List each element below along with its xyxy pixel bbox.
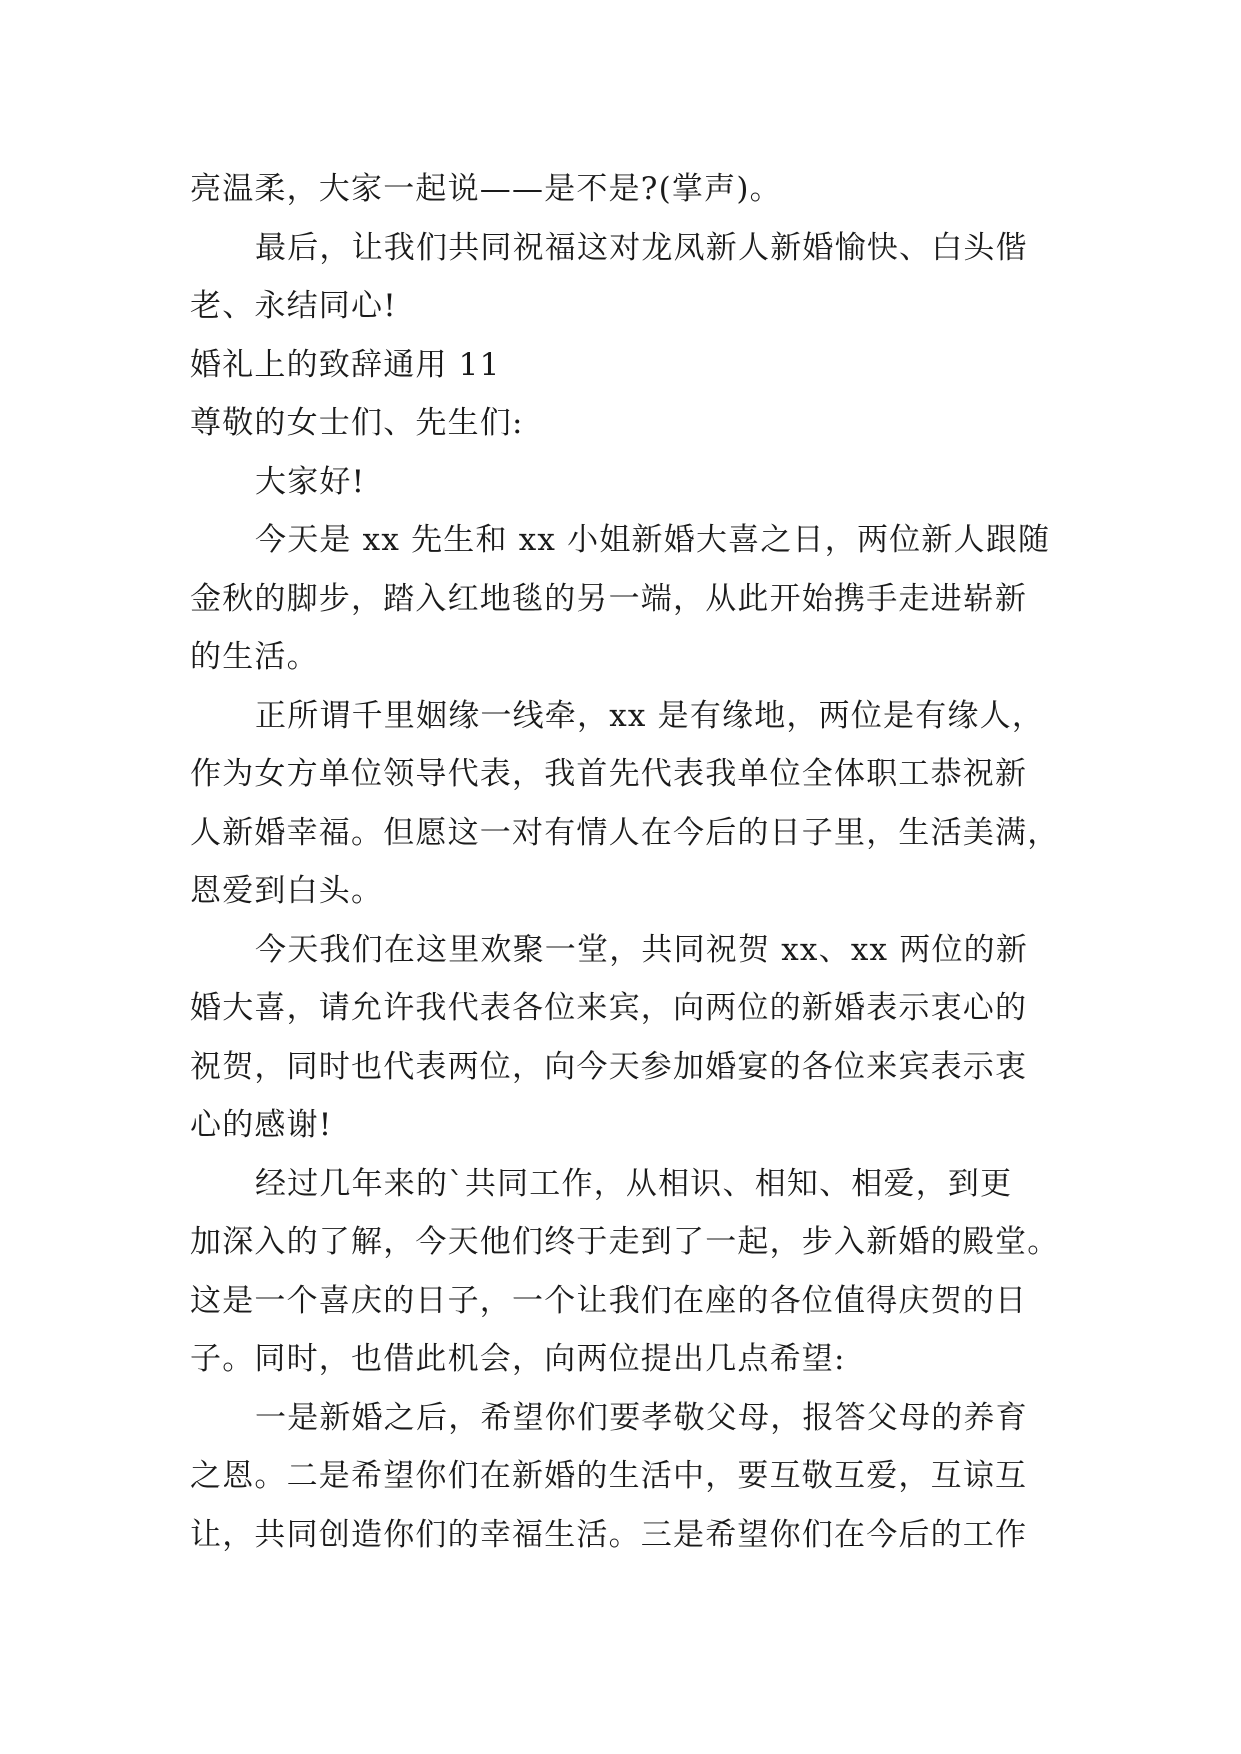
greeting: 大家好!	[255, 463, 366, 500]
text-line: 一是新婚之后，希望你们要孝敬父母，报答父母的养育	[255, 1399, 1028, 1436]
text-line: 心的感谢!	[190, 1107, 333, 1143]
document-body	[190, 160, 1070, 1564]
text-line: 这是一个喜庆的日子，一个让我们在座的各位值得庆贺的日	[190, 1282, 1028, 1319]
text-line: 今天是 xx 先生和 xx 小姐新婚大喜之日，两位新人跟随	[255, 522, 1051, 558]
text-line: 今天我们在这里欢聚一堂，共同祝贺 xx、xx 两位的新	[255, 931, 1029, 968]
text-line: 加深入的了解，今天他们终于走到了一起，步入新婚的殿堂。	[190, 1224, 1060, 1260]
text-line: 人新婚幸福。但愿这一对有情人在今后的日子里，生活美满，	[190, 814, 1060, 851]
section-heading: 婚礼上的致辞通用 11	[190, 346, 501, 383]
text-line: 子。同时，也借此机会，向两位提出几点希望:	[190, 1341, 846, 1377]
text-line: 恩爱到白头。	[190, 873, 384, 909]
text-line: 正所谓千里姻缘一线牵，xx 是有缘地，两位是有缘人，	[255, 697, 1045, 734]
text-line: 让，共同创造你们的幸福生活。三是希望你们在今后的工作	[190, 1516, 1028, 1553]
text-line: 的生活。	[190, 639, 319, 675]
text-line: 之恩。二是希望你们在新婚的生活中，要互敬互爱，互谅互	[190, 1458, 1028, 1494]
text-line: 婚大喜，请允许我代表各位来宾，向两位的新婚表示衷心的	[190, 990, 1028, 1026]
salutation: 尊敬的女士们、先生们:	[190, 405, 524, 441]
text-line: 金秋的脚步，踏入红地毯的另一端，从此开始携手走进崭新	[190, 580, 1028, 617]
text-line: 老、永结同心!	[190, 288, 397, 324]
text-line: 祝贺，同时也代表两位，向今天参加婚宴的各位来宾表示衷	[190, 1048, 1028, 1085]
text-line: 作为女方单位领导代表，我首先代表我单位全体职工恭祝新	[190, 756, 1028, 792]
text-line: 最后，让我们共同祝福这对龙凤新人新婚愉快、白头偕	[255, 229, 1028, 266]
text-line: 亮温柔，大家一起说——是不是?(掌声)。	[190, 171, 782, 207]
text-line: 经过几年来的`共同工作，从相识、相知、相爱，到更	[255, 1165, 1013, 1202]
